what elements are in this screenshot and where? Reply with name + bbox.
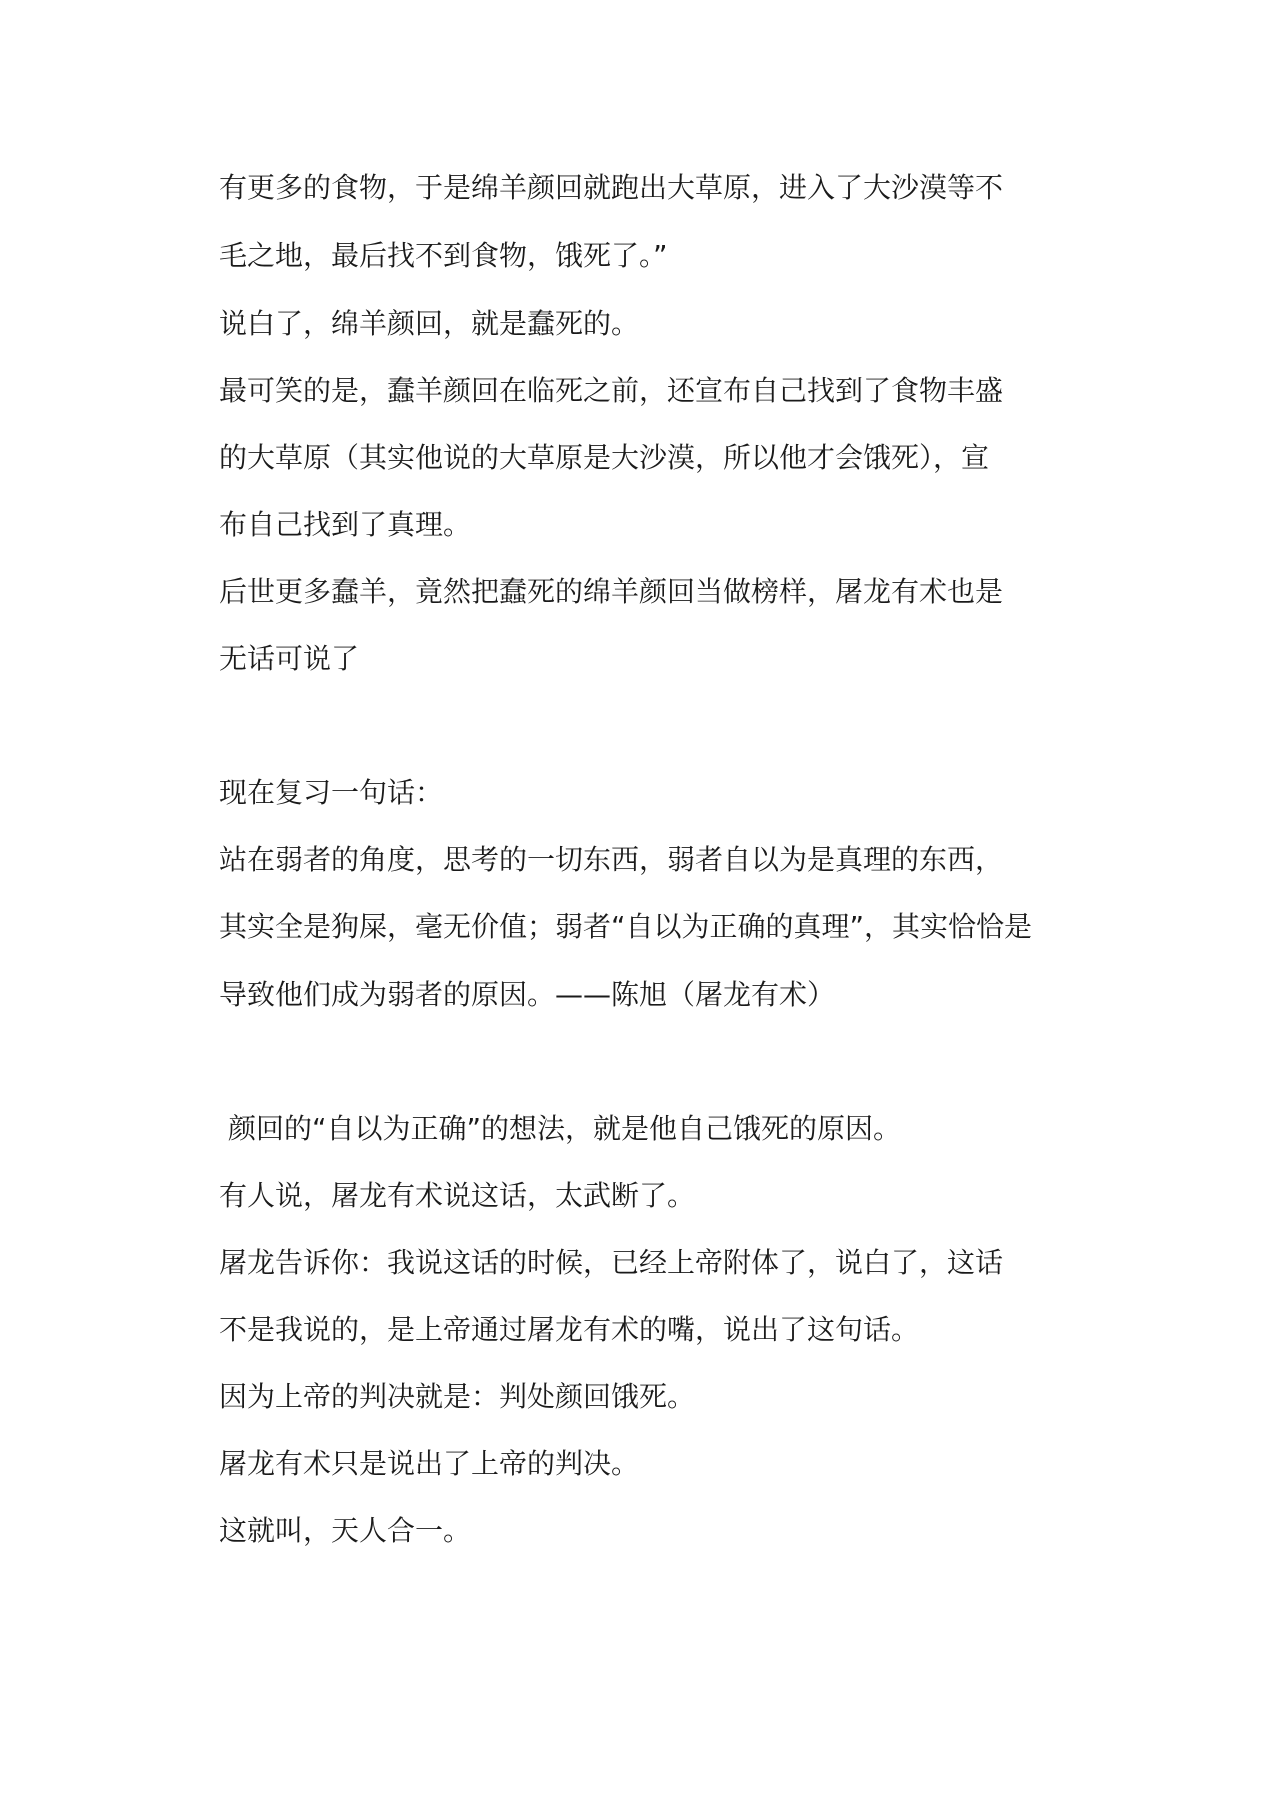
text-line: 最可笑的是，蠢羊颜回在临死之前，还宣布自己找到了食物丰盛: [219, 374, 1004, 407]
text-line: 后世更多蠢羊，竟然把蠢死的绵羊颜回当做榜样，屠龙有术也是: [219, 575, 1004, 608]
text-line: 说白了，绵羊颜回，就是蠢死的。: [219, 307, 640, 340]
text-line: 站在弱者的角度，思考的一切东西，弱者自以为是真理的东西，: [219, 843, 1004, 876]
text-line: 屠龙告诉你：我说这话的时候，已经上帝附体了，说白了，这话: [219, 1246, 1004, 1279]
text-line: 其实全是狗屎，毫无价值；弱者“自以为正确的真理”，其实恰恰是: [219, 910, 1033, 943]
text-line: 因为上帝的判决就是：判处颜回饿死。: [219, 1380, 696, 1413]
text-line: 有人说，屠龙有术说这话，太武断了。: [219, 1179, 696, 1212]
text-line: 有更多的食物，于是绵羊颜回就跑出大草原，进入了大沙漠等不: [219, 171, 1004, 204]
text-line: 现在复习一句话：: [219, 776, 444, 809]
text-line: 导致他们成为弱者的原因。——陈旭（屠龙有术）: [219, 978, 836, 1011]
text-line: 屠龙有术只是说出了上帝的判决。: [219, 1447, 640, 1480]
text-line: 的大草原（其实他说的大草原是大沙漠，所以他才会饿死），宣: [219, 441, 990, 474]
text-line: 这就叫，天人合一。: [219, 1514, 472, 1547]
text-line: 颜回的“自以为正确”的想法，就是他自己饿死的原因。: [228, 1112, 902, 1145]
text-line: 无话可说了: [219, 642, 360, 675]
text-line: 不是我说的，是上帝通过屠龙有术的嘴，说出了这句话。: [219, 1313, 920, 1346]
text-line: 布自己找到了真理。: [219, 508, 472, 541]
text-line: 毛之地，最后找不到食物，饿死了。”: [219, 239, 668, 272]
